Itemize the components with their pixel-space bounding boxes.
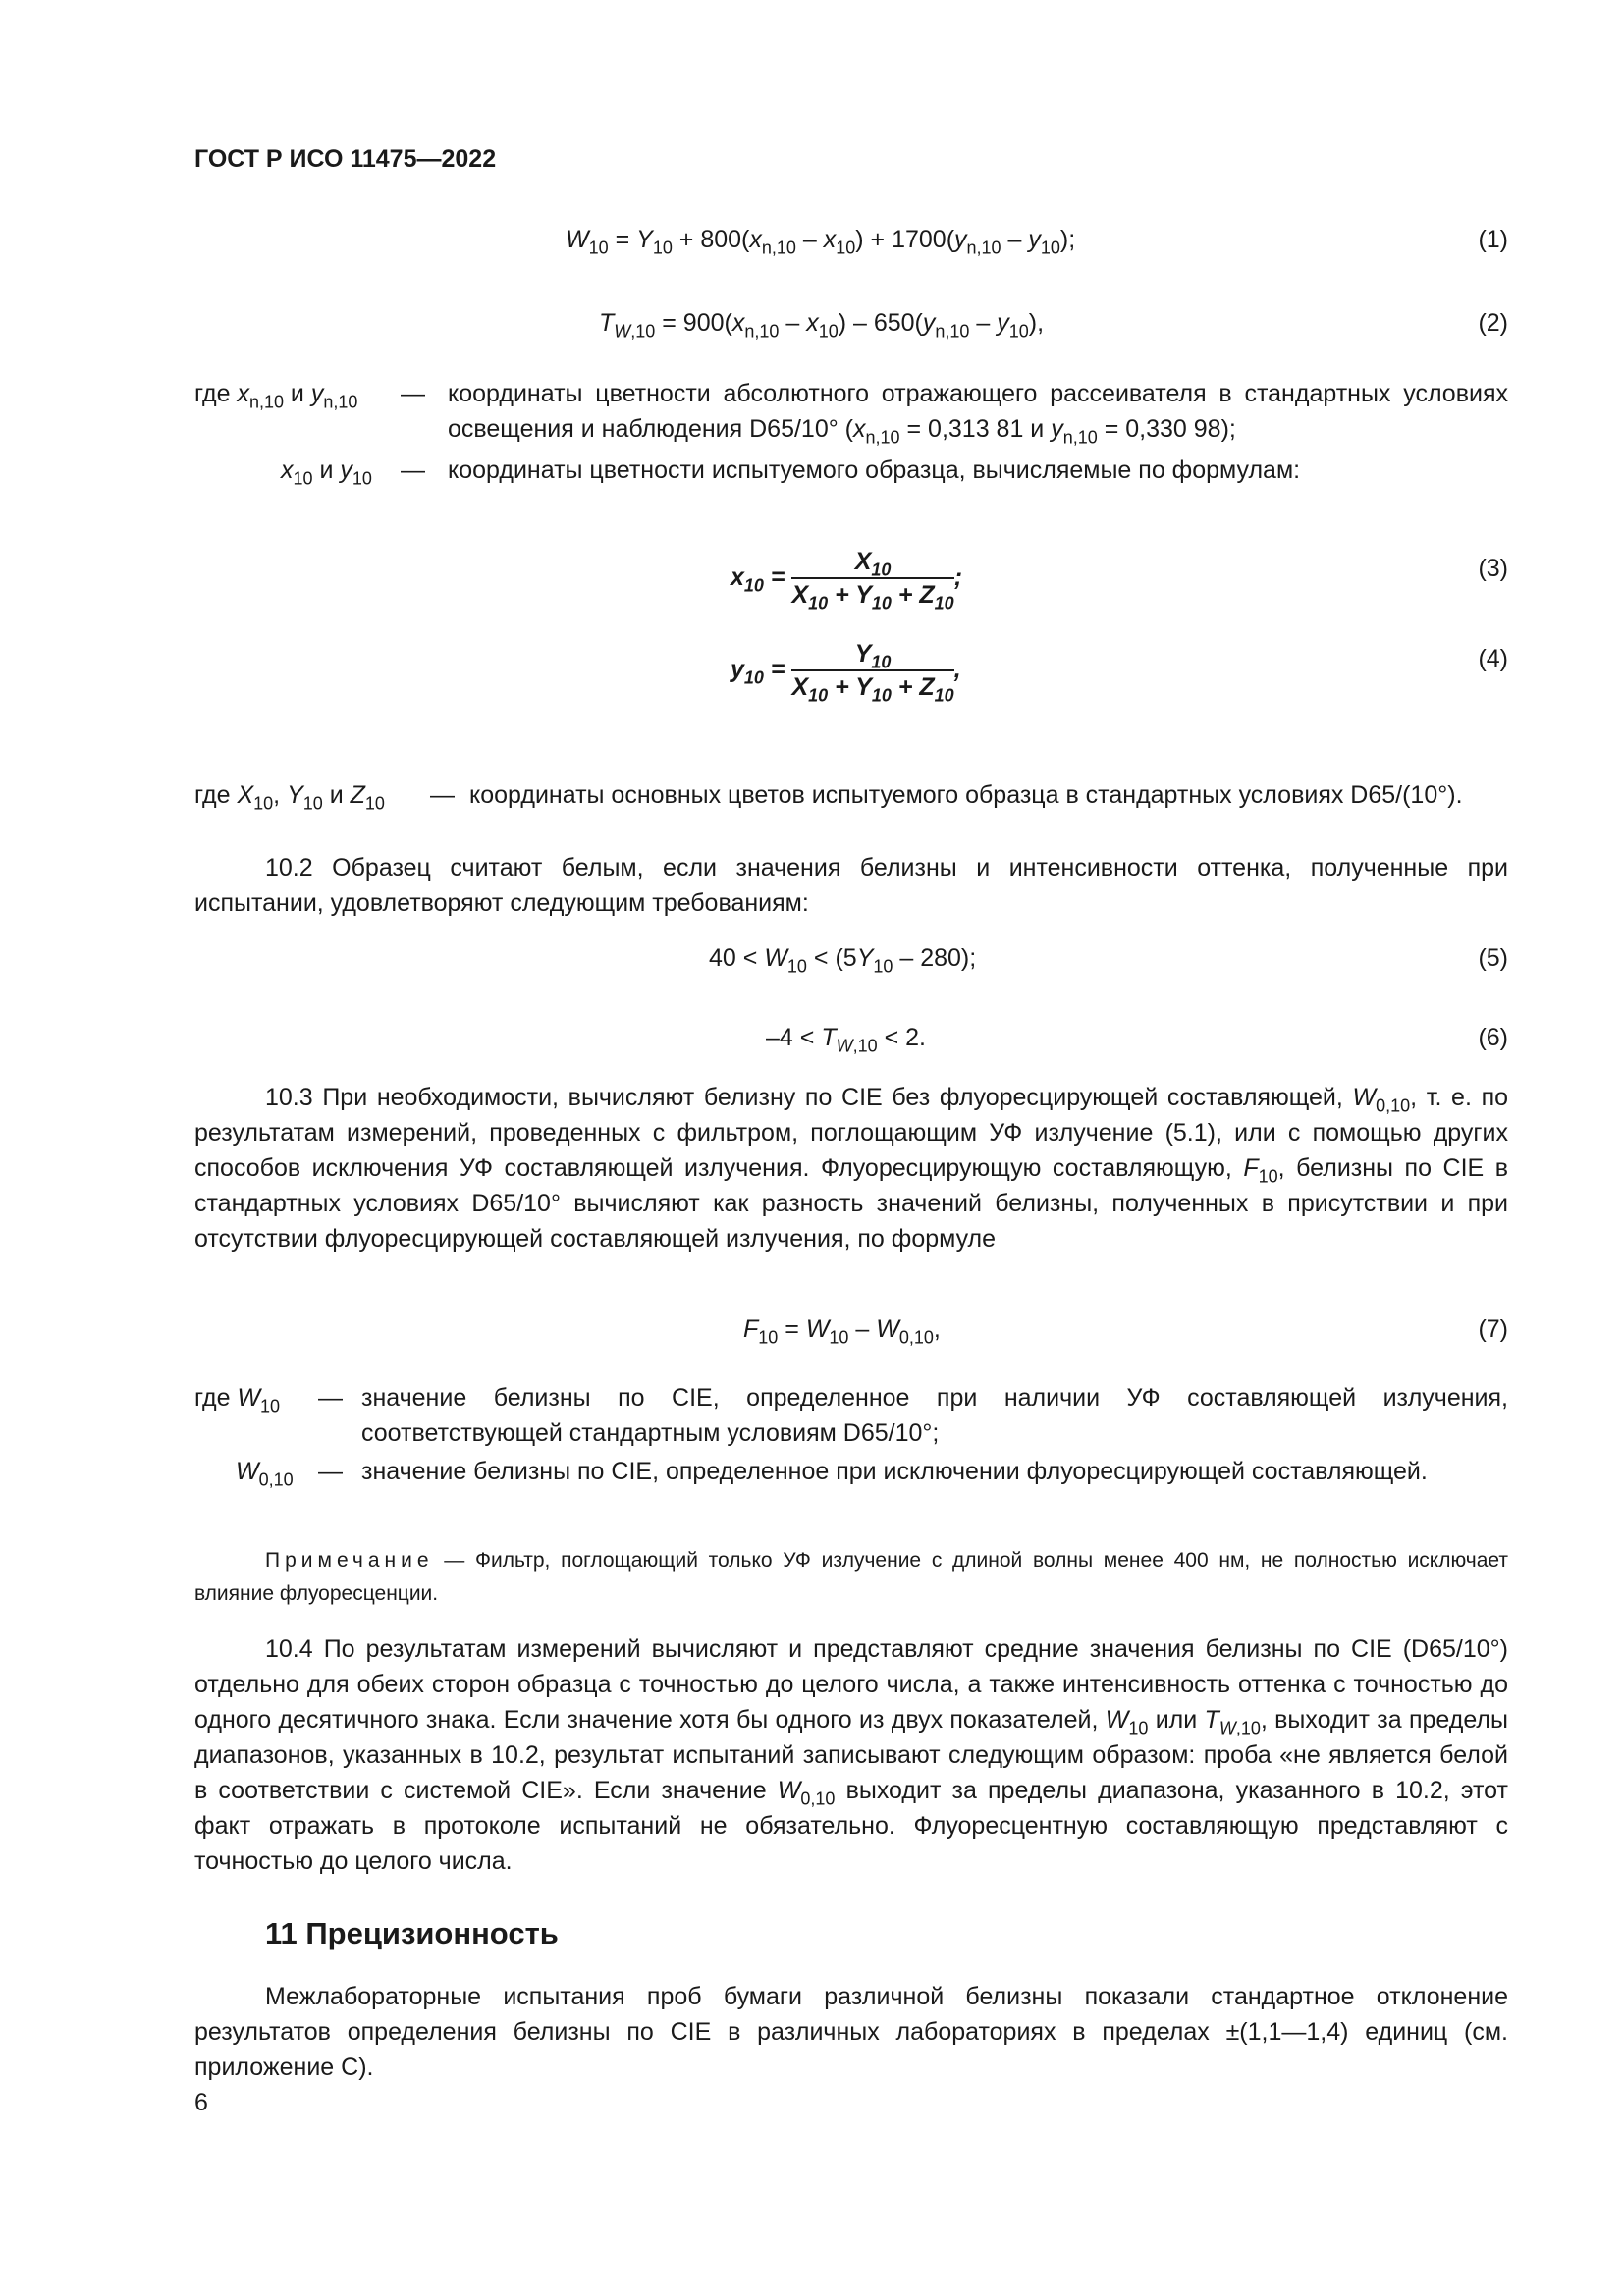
definition-item: где $x_{n,10}$ и $y_{n,10}$ — координаты цветности абсолютного отражающего рассеивателя в стандартных условиях освещения и наблюдения D65/10° ($x_{n,10} = 0,313$ 81 и $y_{n,10} = 0,330$ 98); [194, 376, 1508, 454]
definition-term: где $x_{n,10}$ и $y_{n,10}$ [194, 380, 358, 412]
definition-text: координаты цветности испытуемого образца, вычисляемые по формулам: [448, 456, 1301, 484]
equation-number: (5) [1478, 944, 1508, 972]
definition-item: $x_{10}$ и $y_{10}$ — координаты цветности испытуемого образца, вычисляемые по формулам: [194, 453, 1508, 492]
equation-4: $y_{10}$ = $\frac{Y_{10}}{X_{10} + Y_{10} + Z_{10}}$ , [731, 640, 961, 706]
equation-3: $x_{10}$ = $\frac{X_{10}}{X_{10} + Y_{10} + Z_{10}}$ ; [731, 548, 963, 614]
section-title: 11 Прецизионность [265, 1916, 559, 1950]
note-label: Примечание [265, 1549, 434, 1572]
page-number: 6 [194, 2089, 208, 2116]
definition-item: где $X_{10}$, $Y_{10}$ и $Z_{10}$ — координаты основных цветов испытуемого образца в стандартных условиях D65/(10°). [194, 777, 1508, 856]
equation-6: $-4 < T_{W,10} < 2$. [766, 1024, 926, 1056]
section-paragraph: Межлабораторные испытания проб бумаги различной белизны показали стандартное отклонение результатов определения белизны по CIE в различных лабораториях в пределах ±(1,1—1,4) единиц (см. приложение С). [194, 1983, 1508, 2081]
definition-term: где $W_{10}$ [194, 1384, 281, 1416]
note [194, 1544, 1508, 1611]
equation-number: (1) [1478, 226, 1508, 253]
definition-term: $W_{0,10}$ [236, 1458, 294, 1490]
paragraph-10-3: 10.3 При необходимости, вычисляют белизну по CIE без флуоресцирующей составляющей, $W_{0,10}$, т. е. по результатам измерений, проведенных с фильтром, поглощающим УФ излучение (5.1), или с помощью других способов исключения УФ составляющей излучения. Флуоресцирующую составляющую, $F_{10}$, белизны по CIE в стандартных условиях D65/10° вычисляют как разность значений белизны, полученных в присутствии и при отсутствии флуоресцирующей составляющей излучения, по формуле [194, 1084, 1509, 1253]
definition-text: координаты цветности абсолютного отражающего рассеивателя в стандартных условиях освещения и наблюдения D65/10° ($x_{n,10} = 0,313$ 81 и $y_{n,10} = 0,330$ 98); [448, 380, 1508, 448]
document-header: ГОСТ Р ИСО 11475—2022 [194, 145, 497, 173]
definition-item: где $W_{10}$ — значение белизны по CIE, определенное при наличии УФ составляющей излучения, соответствующей стандартным условиям D65/10°; [194, 1380, 1508, 1459]
equation-5: $40 < W_{10} < (5Y_{10} - 280)$; [709, 944, 977, 977]
definition-text: координаты основных цветов испытуемого образца в стандартных условиях D65/(10°). [469, 781, 1463, 809]
equation-1: $W_{10} = Y_{10} + 800(x_{n,10} - x_{10}) + 1700(y_{n,10} - y_{10})$; [566, 226, 1076, 258]
equation-number: (6) [1478, 1024, 1508, 1051]
paragraph-10-2: 10.2 Образец считают белым, если значения белизны и интенсивности оттенка, полученные при испытании, удовлетворяют следующим требованиям: [194, 854, 1508, 917]
definition-text: значение белизны по CIE, определенное при исключении флуоресцирующей составляющей. [361, 1458, 1428, 1485]
definition-text: значение белизны по CIE, определенное при наличии УФ составляющей излучения, соответствующей стандартным условиям D65/10°; [361, 1384, 1508, 1447]
equation-number: (4) [1478, 645, 1508, 672]
fraction: $\frac{X_{10}}{X_{10} + Y_{10} + Z_{10}}$ [791, 548, 954, 614]
note-text: — Фильтр, поглощающий только УФ излучение с длиной волны менее 400 нм, не полностью исключает влияние флуоресценции. [194, 1549, 1508, 1605]
definition-item: $W_{0,10}$ — значение белизны по CIE, определенное при исключении флуоресцирующей составляющей. [194, 1454, 1508, 1532]
equation-number: (2) [1478, 309, 1508, 337]
equation-number: (7) [1478, 1315, 1508, 1343]
fraction: $\frac{Y_{10}}{X_{10} + Y_{10} + Z_{10}}$ [791, 640, 954, 706]
equation-2: $T_{W,10} = 900(x_{n,10} - x_{10}) - 650(y_{n,10} - y_{10})$, [599, 309, 1045, 342]
paragraph-10-4: 10.4 По результатам измерений вычисляют и представляют средние значения белизны по CIE (D65/10°) отдельно для обеих сторон образца с точностью до целого числа, а также интенсивность оттенка с точностью до одного десятичного знака. Если значение хотя бы одного из двух показателей, $W_{10}$ или $T_{W,10}$, выходит за пределы диапазонов, указанных в 10.2, результат испытаний записывают следующим образом: проба «не является белой в соответствии с системой CIE». Если значение $W_{0,10}$ выходит за пределы диапазона, указанного в 10.2, этот факт отражать в протоколе испытаний не обязательно. Флуоресцентную составляющую представляют с точностью до целого числа. [194, 1635, 1508, 1875]
definition-term: $x_{10}$ и $y_{10}$ [281, 456, 372, 489]
definition-term: где $X_{10}$, $Y_{10}$ и $Z_{10}$ [194, 781, 385, 814]
equation-7: $F_{10} = W_{10} - W_{0,10}$, [743, 1315, 941, 1348]
equation-number: (3) [1478, 555, 1508, 582]
